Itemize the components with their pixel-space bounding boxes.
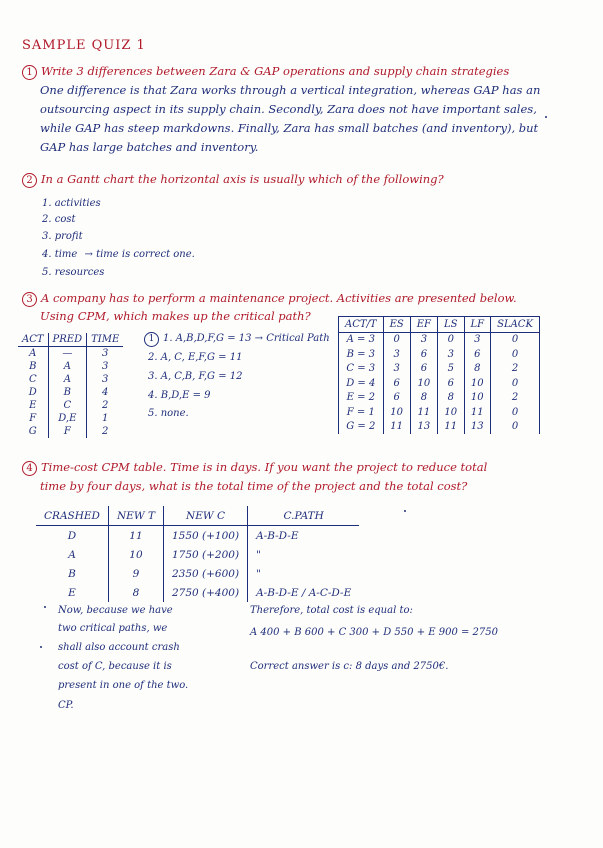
- table-cell: 10: [410, 376, 437, 391]
- table-cell: 2750 (+400): [163, 583, 247, 602]
- q2-option-3: 3. profit: [42, 231, 83, 242]
- table-cell: D,E: [48, 412, 87, 425]
- q2-option-1: 1. activities: [42, 198, 101, 209]
- table-row: [339, 362, 540, 377]
- table-cell: 2: [511, 392, 519, 404]
- table-cell: 0: [511, 334, 519, 346]
- table-cell: 8: [438, 391, 465, 406]
- table-cell: B = 3: [339, 347, 384, 362]
- table-row: [18, 425, 123, 438]
- table-cell: A: [48, 373, 87, 386]
- q3-path-4: 4. B,D,E = 9: [148, 390, 211, 401]
- table-cell: E: [18, 399, 48, 412]
- table-cell: 11: [108, 526, 163, 546]
- table-cell: D: [36, 526, 108, 546]
- table-cell: 8: [108, 583, 163, 602]
- table-cell: 10: [438, 405, 465, 420]
- table-row: [339, 376, 540, 391]
- q2-number: 2: [22, 173, 37, 188]
- q1-number: 1: [22, 65, 37, 80]
- table-cell: B: [36, 564, 108, 583]
- table-cell: 0: [511, 377, 519, 389]
- table-cell: 6: [410, 347, 437, 362]
- q1-question: [22, 64, 509, 80]
- table-cell: D = 4: [339, 376, 384, 391]
- quiz-header: SAMPLE QUIZ 1: [22, 38, 146, 53]
- table-row: [36, 545, 359, 564]
- table-cell: 3: [438, 347, 465, 362]
- table-cell: 11: [383, 420, 410, 435]
- q4-question-text-1: Time-cost CPM table. Time is in days. If you want the project to reduce total: [41, 460, 488, 474]
- table-cell: 4: [102, 387, 109, 398]
- table-row: [339, 391, 540, 406]
- table-cell: 3: [464, 332, 491, 347]
- table-cell: 6: [383, 391, 410, 406]
- q4-left-note-6: CP.: [58, 700, 74, 711]
- table-cell: 11: [410, 405, 437, 420]
- q4-left-note-5: present in one of the two.: [58, 680, 189, 691]
- table-cell: F = 1: [339, 405, 384, 420]
- table-cell: 2: [511, 363, 519, 375]
- table-row: [18, 360, 123, 373]
- q3-question-line-2: Using CPM, which makes up the critical path?: [40, 309, 311, 323]
- table-row: [36, 564, 359, 583]
- table-cell: 3: [383, 347, 410, 362]
- q4-left-note-2: two critical paths, we: [58, 623, 168, 634]
- ink-dot: [40, 646, 42, 648]
- table-cell: 0: [383, 332, 410, 347]
- table-cell: 10: [383, 405, 410, 420]
- table-cell: 1: [102, 413, 109, 424]
- q3-activity-header-time: TIME: [87, 333, 124, 347]
- table-cell: 2: [102, 426, 109, 437]
- table-cell: 0: [511, 348, 519, 360]
- table-row: [18, 347, 123, 361]
- q3-path-2: 2. A, C, E,F,G = 11: [148, 352, 243, 363]
- q3-cpm-table: [338, 316, 540, 434]
- table-header-cell: ES: [383, 317, 410, 333]
- table-cell: 8: [410, 391, 437, 406]
- q4-right-note-2: A 400 + B 600 + C 300 + D 550 + E 900 = 2750: [250, 627, 498, 638]
- table-row: [339, 347, 540, 362]
- q3-activity-header-pred: PRED: [48, 333, 87, 347]
- q4-question-line-1: [22, 460, 487, 476]
- table-cell: 5: [438, 362, 465, 377]
- q4-right-note-1: Therefore, total cost is equal to:: [250, 605, 413, 616]
- q4-left-note-1: Now, because we have: [58, 605, 173, 616]
- table-cell: 8: [464, 362, 491, 377]
- table-cell: G: [18, 425, 48, 438]
- q4-question-line-2: time by four days, what is the total time of the project and the total cost?: [40, 479, 468, 493]
- table-cell: 0: [438, 332, 465, 347]
- q2-option-4: [42, 248, 195, 261]
- q1-answer-line-4: GAP has large batches and inventory.: [40, 140, 259, 154]
- table-cell: A: [48, 360, 87, 373]
- q1-answer-line-1: One difference is that Zara works through a vertical integration, whereas GAP has an: [40, 83, 541, 97]
- table-row: [18, 386, 123, 399]
- table-cell: 2: [102, 400, 109, 411]
- q3-activity-header-act: ACT: [18, 333, 48, 347]
- table-cell: 13: [464, 420, 491, 435]
- table-header-cell: C.PATH: [248, 506, 360, 526]
- table-row: [339, 405, 540, 420]
- q3-number: 3: [22, 292, 37, 307]
- table-header-cell: EF: [410, 317, 437, 333]
- table-header-cell: LS: [438, 317, 465, 333]
- table-cell: 13: [410, 420, 437, 435]
- table-cell: G = 2: [339, 420, 384, 435]
- table-cell: 0: [511, 421, 519, 433]
- table-cell: 10: [464, 376, 491, 391]
- table-cell: A-B-D-E / A-C-D-E: [256, 586, 352, 599]
- q1-answer-line-2: outsourcing aspect in its supply chain. Secondly, Zara does not have important sales,: [40, 102, 537, 116]
- table-cell: B: [48, 386, 87, 399]
- table-cell: 6: [383, 376, 410, 391]
- q1-question-text: Write 3 differences between Zara & GAP operations and supply chain strategies: [41, 64, 510, 78]
- table-header-cell: SLACK: [491, 317, 540, 333]
- table-cell: 3: [410, 332, 437, 347]
- q2-option-2: 2. cost: [42, 214, 76, 225]
- table-cell: E: [36, 583, 108, 602]
- q2-question-text: In a Gantt chart the horizontal axis is usually which of the following?: [41, 172, 444, 186]
- q3-path-3: 3. A, C,B, F,G = 12: [148, 371, 243, 382]
- table-cell: F: [48, 425, 87, 438]
- q3-activity-table: [18, 333, 123, 438]
- table-cell: 3: [102, 348, 109, 359]
- table-cell: D: [18, 386, 48, 399]
- table-cell: 6: [464, 347, 491, 362]
- table-cell: 1550 (+100): [163, 526, 247, 546]
- table-cell: 6: [438, 376, 465, 391]
- table-header-cell: CRASHED: [36, 506, 108, 526]
- ink-dot: [404, 510, 406, 512]
- table-cell: 1750 (+200): [163, 545, 247, 564]
- q4-crash-table: [36, 506, 359, 602]
- table-cell: ": [256, 548, 261, 561]
- q3-question-text-1: A company has to perform a maintenance project. Activities are presented below.: [41, 291, 517, 305]
- q4-left-note-4: cost of C, because it is: [58, 661, 172, 672]
- table-header-cell: NEW C: [163, 506, 247, 526]
- table-cell: C: [18, 373, 48, 386]
- q3-answer-circle: 1: [144, 332, 159, 347]
- table-cell: 10: [108, 545, 163, 564]
- table-cell: 11: [438, 420, 465, 435]
- table-cell: E = 2: [339, 391, 384, 406]
- table-cell: F: [18, 412, 48, 425]
- table-cell: A-B-D-E: [256, 529, 299, 542]
- table-row: [339, 420, 540, 435]
- table-header-cell: LF: [464, 317, 491, 333]
- table-cell: B: [18, 360, 48, 373]
- q4-left-note-3: shall also account crash: [58, 642, 180, 653]
- table-cell: ": [256, 567, 261, 580]
- table-cell: 6: [410, 362, 437, 377]
- table-cell: 10: [464, 391, 491, 406]
- table-header-cell: ACT/T: [339, 317, 384, 333]
- q2-option-4-text: 4. time: [42, 249, 78, 260]
- table-row: [36, 583, 359, 602]
- table-cell: A: [18, 347, 48, 361]
- q2-question: [22, 172, 444, 188]
- table-cell: 3: [102, 374, 109, 385]
- q3-path-5: 5. none.: [148, 408, 189, 419]
- table-cell: 3: [383, 362, 410, 377]
- table-header-cell: NEW T: [108, 506, 163, 526]
- table-cell: A: [36, 545, 108, 564]
- q2-arrow-note: → time is correct one.: [84, 249, 195, 260]
- ink-dot: [44, 606, 46, 608]
- table-cell: 0: [511, 406, 519, 418]
- table-cell: C = 3: [339, 362, 384, 377]
- table-cell: A = 3: [339, 332, 384, 347]
- table-cell: 3: [102, 361, 109, 372]
- q3-question-line-1: [22, 291, 517, 307]
- table-row: [36, 526, 359, 546]
- q4-number: 4: [22, 461, 37, 476]
- table-row: [18, 373, 123, 386]
- table-cell: 2350 (+600): [163, 564, 247, 583]
- q1-answer-line-3: while GAP has steep markdowns. Finally, Zara has small batches (and inventory), but: [40, 121, 539, 135]
- ink-dot: [545, 116, 547, 118]
- q4-right-note-4: Correct answer is c: 8 days and 2750€.: [250, 661, 449, 672]
- q3-path-1-text: 1. A,B,D,F,G = 13 → Critical Path: [163, 333, 330, 344]
- q3-path-1: [144, 332, 330, 347]
- table-row: [18, 412, 123, 425]
- q2-option-5: 5. resources: [42, 267, 105, 278]
- table-cell: 11: [464, 405, 491, 420]
- table-row: [18, 399, 123, 412]
- table-row: [339, 332, 540, 347]
- table-cell: —: [48, 347, 87, 361]
- table-cell: C: [48, 399, 87, 412]
- table-cell: 9: [108, 564, 163, 583]
